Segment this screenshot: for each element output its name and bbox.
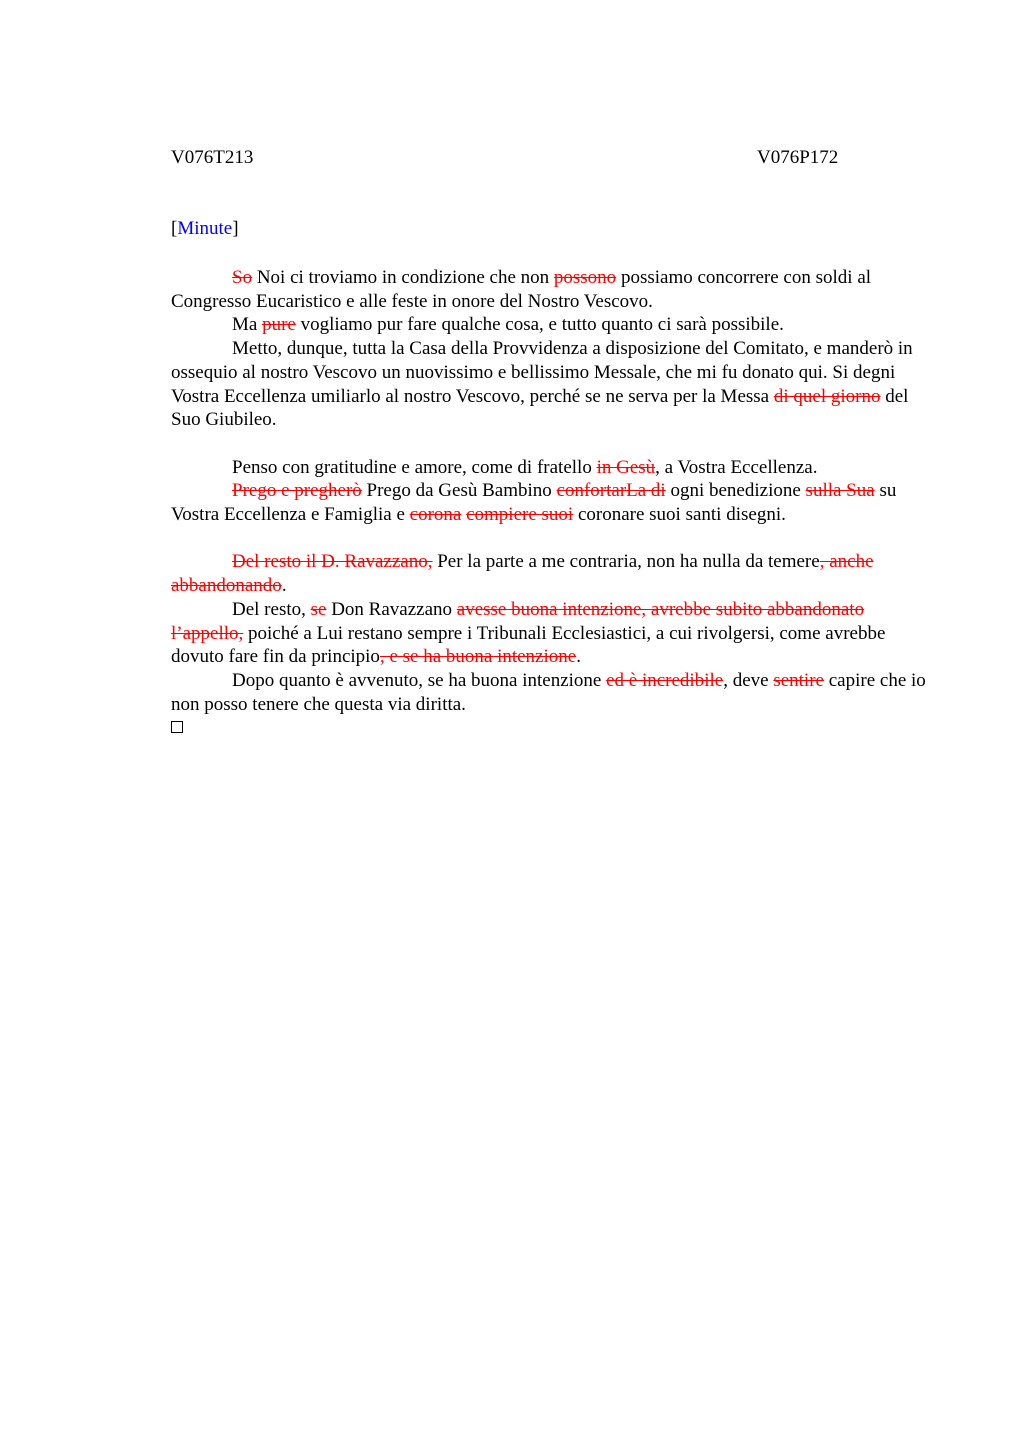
deleted-text: se	[310, 598, 327, 620]
paragraph	[171, 669, 931, 716]
end-square-icon	[171, 721, 183, 733]
paragraph-list	[171, 266, 931, 716]
deleted-text: corona	[409, 504, 462, 526]
deleted-text: Del resto il D. Ravazzano,	[232, 551, 433, 573]
text-segment: , deve	[723, 669, 774, 691]
letter-body	[171, 266, 931, 740]
deleted-text: compiere suoi	[466, 504, 574, 526]
paragraph	[171, 550, 931, 597]
deleted-text: pure	[262, 314, 296, 336]
paragraph	[171, 479, 931, 526]
deleted-text: avesse buona intenzione, avrebbe subito abbandonato l’appello,	[171, 598, 865, 644]
bracket-close: ]	[232, 218, 239, 239]
text-segment: Dopo quanto è avvenuto, se ha buona intenzione	[232, 669, 607, 691]
deleted-text: sulla Sua	[805, 480, 875, 502]
text-segment: , a Vostra Eccellenza.	[655, 456, 818, 478]
text-segment: Don Ravazzano	[326, 598, 457, 620]
deleted-text: di quel giorno	[773, 385, 881, 407]
text-segment: Metto, dunque, tutta la Casa della Provvidenza a disposizione del Comitato, e manderò in ossequio al nostro Vescovo un nuovissimo e bellissimo Messale, che mi fu donato qui. Si degni Vostra Eccellenza umiliarlo al nostro Vescovo, perché se ne serva per la Messa	[171, 338, 913, 407]
text-segment: .	[576, 646, 581, 668]
section-label	[171, 218, 239, 240]
text-segment: Prego da Gesù Bambino	[361, 480, 557, 502]
deleted-text: So	[232, 267, 253, 288]
text-segment: capire che io non posso tenere che questa via diritta.	[171, 669, 926, 715]
deleted-text: sentire	[773, 669, 824, 691]
paragraph	[171, 337, 931, 432]
end-mark-row	[171, 716, 931, 740]
deleted-text: Prego e pregherò	[232, 480, 362, 502]
text-segment: .	[281, 575, 287, 597]
text-segment: su Vostra Eccellenza e Famiglia e	[171, 480, 897, 526]
document-code-right: V076P172	[757, 147, 839, 168]
document-code-left: V076T213	[171, 147, 254, 168]
text-segment: Ma	[232, 314, 263, 336]
text-segment: Noi ci troviamo in condizione che non	[252, 267, 554, 288]
deleted-text: confortarLa di	[556, 480, 666, 502]
text-segment: poiché a Lui restano sempre i Tribunali Ecclesiastici, a cui rivolgersi, come avrebbe dovuto fare fin da principio	[171, 622, 886, 668]
text-segment: ogni benedizione	[665, 480, 806, 502]
paragraph	[171, 266, 931, 313]
paragraph	[171, 313, 931, 337]
text-segment: coronare suoi santi disegni.	[573, 504, 786, 526]
paragraph	[171, 598, 931, 669]
text-segment: possiamo concorrere con soldi al Congresso Eucaristico e alle feste in onore del Nostro Vescovo.	[171, 267, 872, 312]
text-segment: Penso con gratitudine e amore, come di fratello	[232, 456, 597, 478]
text-segment: Del resto,	[232, 598, 311, 620]
deleted-text: , anche abbandonando	[171, 551, 874, 597]
deleted-text: , e se ha buona intenzione	[379, 646, 577, 668]
text-segment: vogliamo pur fare qualche cosa, e tutto quanto ci sarà possibile.	[295, 314, 784, 336]
deleted-text: possono	[553, 267, 617, 288]
section-label-text: Minute	[177, 218, 233, 239]
text-segment: Per la parte a me contraria, non ha nulla da temere	[432, 551, 820, 573]
deleted-text: ed è incredibile	[606, 669, 724, 691]
paragraph	[171, 456, 931, 480]
bracket-open: [	[171, 218, 178, 239]
deleted-text: in Gesù	[596, 456, 656, 478]
text-segment: del Suo Giubileo.	[171, 385, 909, 431]
